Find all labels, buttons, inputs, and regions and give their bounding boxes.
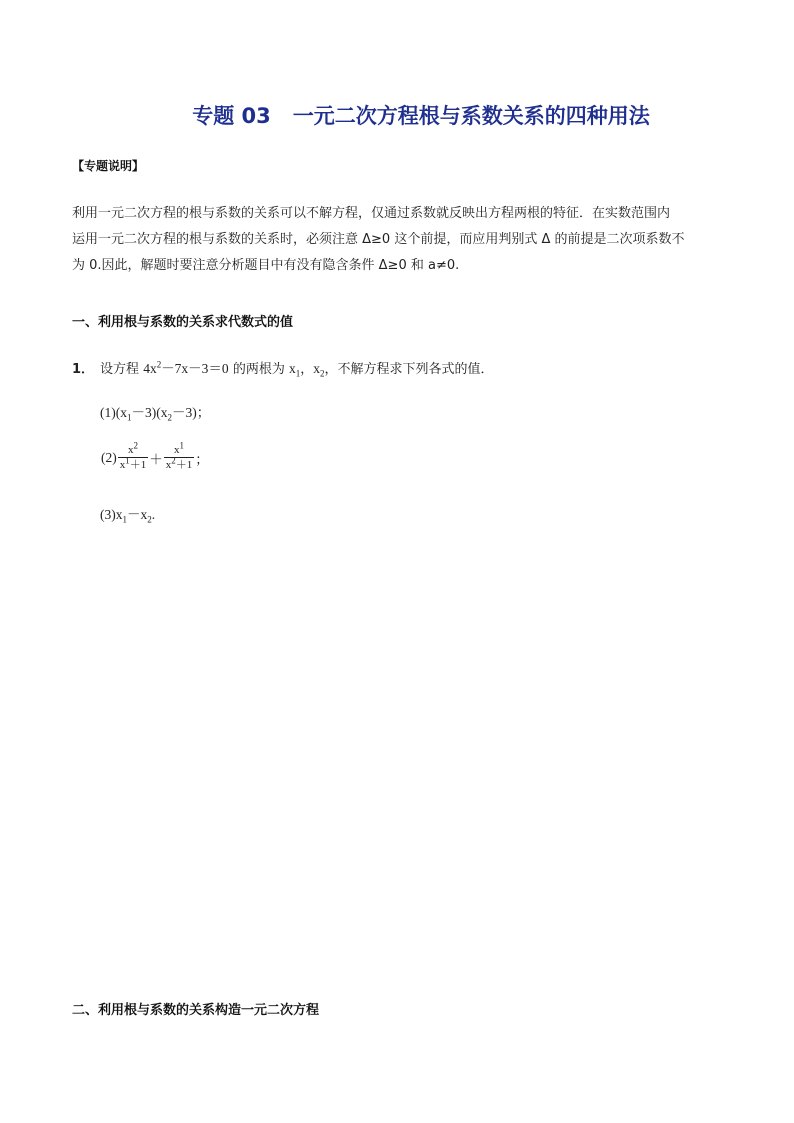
expr-part: －3)(x [131, 405, 168, 420]
problem-text: 的两根为 [228, 362, 289, 377]
expr-exponent: 2 [171, 455, 176, 466]
expr-subscript: 1 [122, 514, 127, 525]
page-title [0, 100, 794, 130]
intro-line: 为 0.因此，解题时要注意分析题目中有没有隐含条件 Δ≥0 和 a≠0. [72, 258, 460, 273]
intro-line: 运用一元二次方程的根与系数的关系时，必须注意 Δ≥0 这个前提，而应用判别式 Δ 的前提是二次项系数不 [72, 232, 685, 247]
equation-term: 4x [143, 361, 157, 376]
expr-part: x [119, 459, 126, 471]
expr-exponent: 1 [125, 455, 130, 466]
expr-part: (3)x [100, 507, 123, 522]
plus-sign: ＋ [149, 451, 163, 467]
expr-part: (1)(x [100, 405, 127, 420]
section-heading-2: 二、利用根与系数的关系构造一元二次方程 [72, 1003, 320, 1018]
expr-part: . [151, 507, 156, 522]
expr-part: (2) [101, 449, 117, 465]
problem-1 [72, 357, 493, 377]
intro-line: 利用一元二次方程的根与系数的关系可以不解方程，仅通过系数就反映出方程两根的特征．在实数范围内 [72, 206, 671, 221]
problem-text: 设方程 [100, 362, 144, 377]
intro-paragraph [72, 201, 727, 279]
expr-exponent: 1 [179, 440, 184, 451]
equation [143, 361, 229, 376]
expr-part: ； [195, 451, 209, 467]
fraction-denominator [164, 455, 195, 472]
equation-exponent: 2 [156, 359, 162, 370]
section-heading-1: 一、利用根与系数的关系求代数式的值 [72, 315, 294, 330]
sub-question-1 [100, 401, 210, 421]
sub-question-2 [100, 440, 210, 472]
expr-part: x [165, 459, 172, 471]
sub-question-3 [100, 503, 155, 523]
equation-term: －7x－3＝0 [161, 361, 229, 376]
fraction-2 [164, 440, 195, 472]
expr-subscript: 1 [127, 412, 132, 423]
fraction-1 [118, 440, 149, 472]
root-x1 [288, 361, 301, 379]
root-subscript: 2 [319, 368, 325, 379]
expr-exponent: 2 [133, 440, 138, 451]
expr-part: －x [127, 507, 148, 522]
root-symbol: x [288, 361, 296, 376]
problem-number: 1． [72, 362, 95, 377]
expr-part: ＋1 [129, 459, 147, 471]
expr-part: x [128, 444, 134, 456]
fraction-numerator [118, 440, 149, 458]
problem-text: ，不解方程求下列各式的值． [324, 362, 494, 377]
expr-part: x [174, 444, 180, 456]
expr-subscript: 2 [147, 514, 152, 525]
expr-subscript: 2 [167, 412, 172, 423]
fraction-numerator [164, 440, 195, 458]
root-subscript: 1 [295, 368, 301, 379]
root-symbol: x [313, 361, 320, 376]
root-x2 [313, 361, 325, 379]
expr-part: ＋1 [175, 459, 193, 471]
topic-label: 【专题说明】 [72, 159, 145, 173]
expr-part: －3)； [172, 405, 211, 420]
fraction-denominator [118, 455, 149, 472]
separator: ， [300, 362, 314, 377]
title-prefix: 专题 03 [192, 104, 271, 128]
title-main: 一元二次方程根与系数关系的四种用法 [292, 104, 650, 128]
